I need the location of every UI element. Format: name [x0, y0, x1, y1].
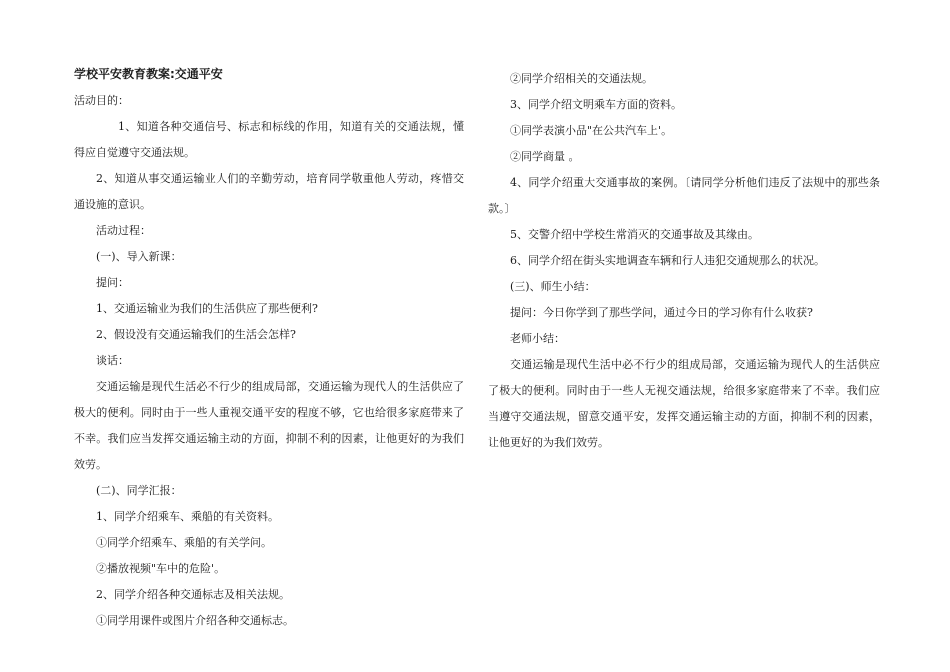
report-item-3: 3、同学介绍文明乘车方面的资料。 — [510, 98, 682, 111]
section-3-heading: (三)、师生小结： — [510, 280, 596, 293]
summary-question: 提问：今日你学到了那些学问，通过今日的学习你有什么收获? — [510, 306, 813, 319]
ask-label: 提问： — [96, 276, 129, 289]
document-title: 学校平安教育教案:交通平安 — [74, 67, 223, 81]
summary-paragraph: 交通运输是现代生活中必不行少的组成局部，交通运输为现代人的生活供应了极大的便利。同时由于一些人无视交通法规，给很多家庭带来了不幸。我们应当遵守交通法规，留意交通平安，发挥交通运输主动的方面，抑制不利的因素，让他更好的为我们效劳。 — [488, 358, 880, 449]
section-1-heading: (一)、导入新课： — [96, 250, 182, 263]
right-column — [488, 66, 880, 456]
report-item-5: 5、交警介绍中学校生常消灭的交通事故及其缘由。 — [510, 228, 759, 241]
report-item-2a: ①同学用课件或图片介绍各种交通标志。 — [96, 614, 294, 627]
section-2-heading: (二)、同学汇报： — [96, 484, 182, 497]
teacher-summary-label: 老师小结： — [510, 332, 565, 345]
question-1: 1、交通运输业为我们的生活供应了那些便利? — [96, 302, 318, 315]
report-item-2: 2、同学介绍各种交通标志及相关法规。 — [96, 588, 290, 601]
report-item-4: 4、同学介绍重大交通事故的案例。〔请同学分析他们违反了法规中的那些条款。〕 — [488, 176, 880, 215]
question-2: 2、假设没有交通运输我们的生活会怎样? — [96, 328, 296, 341]
goal-1: 1、知道各种交通信号、标志和标线的作用，知道有关的交通法规，懂得应自觉遵守交通法规。 — [74, 120, 464, 159]
goal-2: 2、知道从事交通运输业人们的辛勤劳动，培育同学敬重他人劳动，疼惜交通设施的意识。 — [74, 172, 464, 211]
report-item-3a: ①同学表演小品"在公共汽车上'。 — [510, 124, 673, 137]
report-item-1a: ①同学介绍乘车、乘船的有关学问。 — [96, 536, 272, 549]
report-item-6: 6、同学介绍在街头实地调查车辆和行人违犯交通规那么的状况。 — [510, 254, 825, 267]
talk-paragraph: 交通运输是现代生活必不行少的组成局部，交通运输为现代人的生活供应了极大的便利。同时由于一些人重视交通平安的程度不够，它也给很多家庭带来了不幸。我们应当发挥交通运输主动的方面，抑制不利的因素，让他更好的为我们效劳。 — [74, 380, 464, 471]
purpose-label: 活动目的： — [74, 94, 129, 107]
left-column — [74, 66, 464, 634]
report-item-3b: ②同学商量 。 — [510, 150, 580, 163]
process-label: 活动过程： — [96, 224, 151, 237]
talk-label: 谈话： — [96, 354, 129, 367]
report-item-1: 1、同学介绍乘车、乘船的有关资料。 — [96, 510, 279, 523]
report-item-1b: ②播放视频"车中的危险'。 — [96, 562, 226, 575]
report-item-2b: ②同学介绍相关的交通法规。 — [510, 72, 653, 85]
